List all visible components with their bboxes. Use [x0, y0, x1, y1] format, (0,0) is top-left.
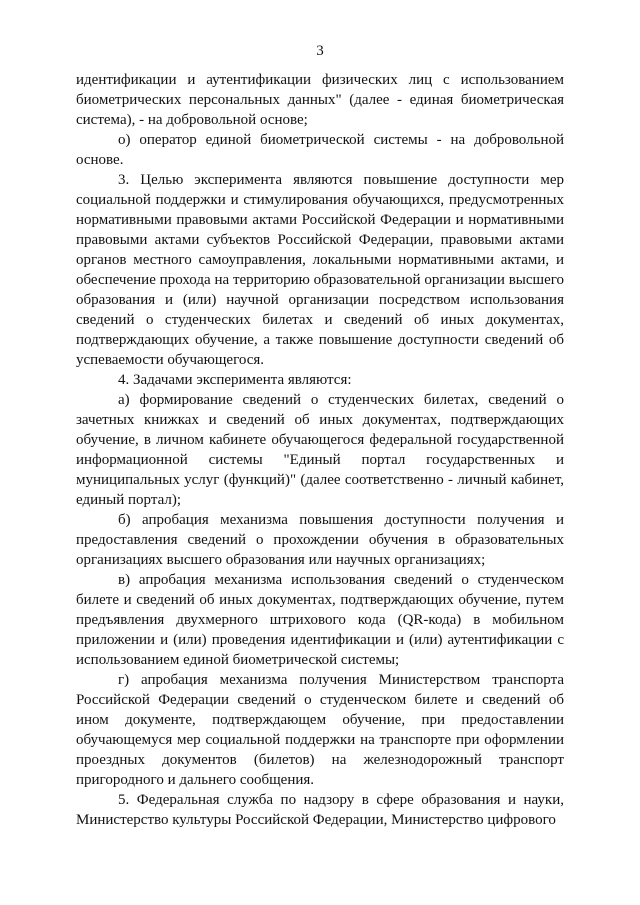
paragraph-task-v: в) апробация механизма использования сведений о студенческом билете и сведений об иных документах, подтверждающих обучение, путем предъявления двухмерного штрихового кода (QR-кода) в мобильном приложении и (или) проведения идентификации и (или) аутентификации с использованием единой биометрической системы; — [76, 572, 564, 668]
paragraph-3-goal: 3. Целью эксперимента являются повышение доступности мер социальной поддержки и стимулирования обучающихся, предусмотренных нормативными правовыми актами Российской Федерации и нормативными правовыми актами субъектов Российской Федерации, правовыми актами органов местного самоуправления, локальными нормативными актами, и обеспечение прохода на территорию образовательной организации высшего образования и (или) научной организации посредством использования сведений о студенческих билетах и сведений об иных документах, подтверждающих обучение, а также повышение доступности сведений об успеваемости обучающегося. — [76, 172, 564, 368]
paragraph-item-o: о) оператор единой биометрической системы - на добровольной основе. — [76, 132, 564, 168]
paragraph-continuation: идентификации и аутентификации физических лиц с использованием биометрических персональных данных" (далее - единая биометрическая система), - на добровольной основе; — [76, 72, 564, 128]
paragraph-4-tasks: 4. Задачами эксперимента являются: — [118, 372, 352, 388]
paragraph-task-g: г) апробация механизма получения Министерством транспорта Российской Федерации сведений о студенческом билете и сведений об ином документе, подтверждающем обучение, при предоставлении обучающемуся мер социальной поддержки на транспорте при оформлении проездных документов (билетов) на железнодорожный транспорт пригородного и дальнего сообщения. — [76, 672, 564, 788]
paragraph-5-agencies: 5. Федеральная служба по надзору в сфере образования и науки, Министерство культуры Российской Федерации, Министерство цифрового — [76, 792, 564, 828]
paragraph-task-b: б) апробация механизма повышения доступности получения и предоставления сведений о прохождении обучения в образовательных организациях высшего образования или научных организациях; — [76, 512, 564, 568]
page-number: 3 — [316, 43, 324, 59]
paragraph-task-a: а) формирование сведений о студенческих билетах, сведений о зачетных книжках и сведений об иных документах, подтверждающих обучение, в личном кабинете обучающегося федеральной государственной информационной системы "Единый портал государственных и муниципальных услуг (функций)" (далее соответственно - личный кабинет, единый портал); — [76, 392, 564, 508]
document-body — [76, 70, 564, 830]
